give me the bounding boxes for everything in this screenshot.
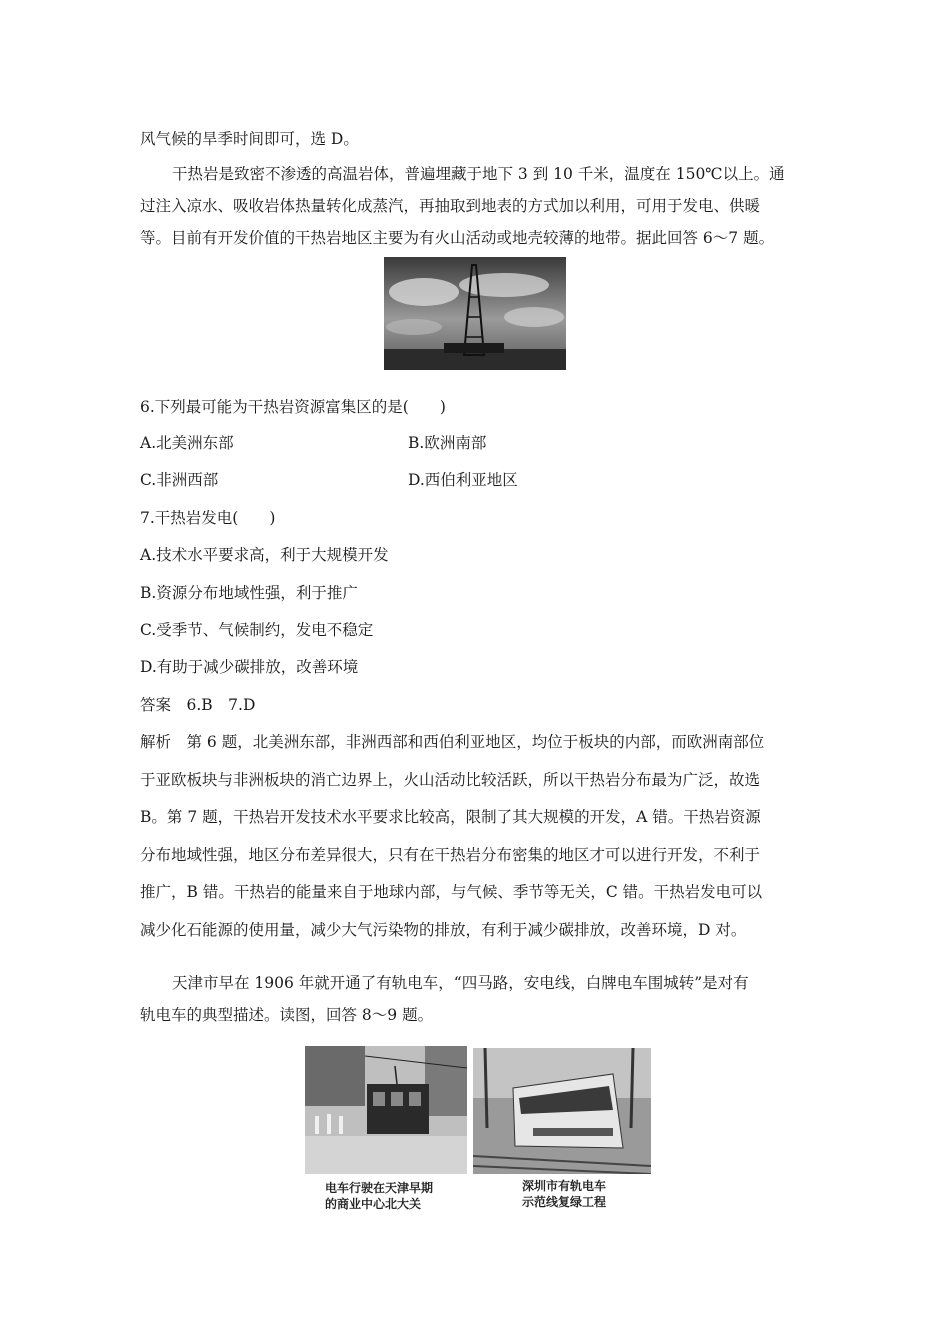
q6-stem: 6.下列最可能为干热岩资源富集区的是( ) bbox=[140, 398, 446, 416]
analysis-line-6: 减少化石能源的使用量，减少大气污染物的排放，有利于减少碳排放，改善环境，D 对。 bbox=[140, 921, 747, 939]
caption-right bbox=[522, 1178, 606, 1210]
historic-tram-photo bbox=[305, 1046, 467, 1174]
passage1-line-3: 等。目前有开发价值的干热岩地区主要为有火山活动或地壳较薄的地带。据此回答 6～7 题。 bbox=[140, 229, 775, 247]
q7-option-a: A.技术水平要求高，利于大规模开发 bbox=[140, 546, 389, 564]
analysis-line-3: B。第 7 题，干热岩开发技术水平要求比较高，限制了其大规模的开发，A 错。干热岩资源 bbox=[140, 808, 761, 826]
intro-line: 风气候的旱季时间即可，选 D。 bbox=[140, 130, 359, 148]
answer-line: 答案 6.B 7.D bbox=[140, 696, 256, 714]
q7-option-d: D.有助于减少碳排放，改善环境 bbox=[140, 658, 359, 676]
passage1-line-1: 干热岩是致密不渗透的高温岩体，普遍埋藏于地下 3 到 10 千米，温度在 150℃以上。通 bbox=[172, 165, 785, 183]
caption-left-line-2: 的商业中心北大关 bbox=[325, 1197, 422, 1211]
caption-left-line-1: 电车行驶在天津早期 bbox=[325, 1181, 434, 1195]
caption-right-line-2: 示范线复绿工程 bbox=[522, 1195, 607, 1209]
passage1-line-2: 过注入凉水、吸收岩体热量转化成蒸汽，再抽取到地表的方式加以利用，可用于发电、供暖 bbox=[140, 197, 761, 215]
q7-option-c: C.受季节、气候制约，发电不稳定 bbox=[140, 621, 374, 639]
analysis-line-4: 分布地域性强，地区分布差异很大，只有在干热岩分布密集的地区才可以进行开发，不利于 bbox=[140, 846, 761, 864]
q6-option-d: D.西伯利亚地区 bbox=[408, 471, 518, 489]
caption-left bbox=[325, 1180, 433, 1212]
q6-option-c: C.非洲西部 bbox=[140, 471, 219, 489]
passage2-line-2: 轨电车的典型描述。读图，回答 8～9 题。 bbox=[140, 1006, 434, 1024]
passage2-line-1: 天津市早在 1906 年就开通了有轨电车，“四马路，安电线，白牌电车围城转”是对有 bbox=[172, 974, 749, 992]
q6-option-a: A.北美洲东部 bbox=[140, 434, 234, 452]
modern-tram-photo bbox=[473, 1048, 651, 1174]
analysis-line-2: 于亚欧板块与非洲板块的消亡边界上，火山活动比较活跃，所以干热岩分布最为广泛，故选 bbox=[140, 771, 761, 789]
q7-stem: 7.干热岩发电( ) bbox=[140, 509, 276, 527]
drilling-rig-photo bbox=[384, 257, 566, 370]
q6-option-b: B.欧洲南部 bbox=[408, 434, 487, 452]
q7-option-b: B.资源分布地域性强，利于推广 bbox=[140, 584, 358, 602]
caption-right-line-1: 深圳市有轨电车 bbox=[522, 1179, 607, 1193]
analysis-line-5: 推广，B 错。干热岩的能量来自于地球内部，与气候、季节等无关，C 错。干热岩发电可以 bbox=[140, 883, 763, 901]
analysis-line-1: 解析 第 6 题，北美洲东部，非洲西部和西伯利亚地区，均位于板块的内部，而欧洲南部位 bbox=[140, 733, 765, 751]
